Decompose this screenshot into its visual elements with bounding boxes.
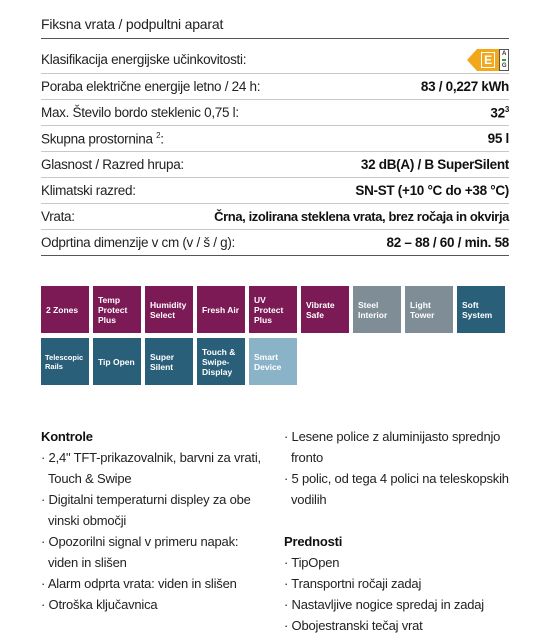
energy-scale-bottom: G [501, 62, 507, 69]
consumption-label: Poraba električne energije letno / 24 h: [41, 79, 261, 94]
title-divider [41, 38, 509, 39]
spec-row-climate [41, 178, 509, 204]
energy-class-badge [477, 49, 499, 71]
spec-row-energy-class [41, 46, 509, 74]
advantages-item: · Transportni ročaji zadaj [284, 576, 422, 591]
feature-smart-device-icon: Smart Device [249, 338, 297, 385]
advantages-title: Prednosti [284, 534, 343, 549]
energy-arrow-icon [467, 49, 477, 71]
energy-class-label: Klasifikacija energijske učinkovitosti: [41, 52, 247, 67]
feature-row-2 [41, 338, 511, 385]
controls-item: · Alarm odprta vrata: viden in slišen [41, 576, 237, 591]
feature-soft-system-icon: Soft System [457, 286, 505, 333]
feature-light-tower-icon: Light Tower [405, 286, 453, 333]
bottles-value: 32 [490, 105, 505, 121]
door-value: Črna, izolirana steklena vrata, brez ročaja in okvirja [214, 209, 509, 224]
consumption-value: 83 / 0,227 kWh [420, 79, 509, 94]
bottles-label: Max. Število bordo steklenic 0,75 l: [41, 105, 239, 120]
energy-label-icon [467, 49, 509, 71]
volume-footnote: 2 [156, 130, 161, 140]
spec-table [41, 46, 509, 256]
feature-fresh-air-icon: Fresh Air [197, 286, 245, 333]
spec-row-consumption [41, 74, 509, 100]
bottles-footnote: 3 [504, 104, 509, 114]
feature-tip-open-icon: Tip Open [93, 338, 141, 385]
energy-class-value: E [481, 52, 495, 68]
energy-scale-top: A [501, 50, 507, 57]
volume-label-suffix: : [160, 131, 164, 147]
door-label: Vrata: [41, 209, 75, 224]
feature-touch-swipe-display-icon: Touch & Swipe-Display [197, 338, 245, 385]
feature-steel-interior-icon: Steel Interior [353, 286, 401, 333]
equipment-item: · Lesene police z aluminijasto sprednjo fronto [284, 429, 501, 465]
equipment-column [284, 426, 514, 634]
volume-label: Skupna prostornina [41, 131, 153, 147]
spec-row-noise [41, 152, 509, 178]
spec-row-volume [41, 126, 509, 152]
spec-row-door [41, 204, 509, 230]
advantages-item: · Obojestranski tečaj vrat [284, 618, 423, 633]
controls-column [41, 426, 271, 615]
feature-vibrate-safe-icon: Vibrate Safe [301, 286, 349, 333]
section-title: Fiksna vrata / podpultni aparat [41, 16, 224, 32]
feature-uv-protect-plus-icon: UV Protect Plus [249, 286, 297, 333]
climate-label: Klimatski razred: [41, 183, 136, 198]
volume-value: 95 l [487, 131, 509, 146]
feature-row-1 [41, 286, 511, 333]
feature-super-silent-icon: Super Silent [145, 338, 193, 385]
controls-item: · Otroška ključavnica [41, 597, 158, 612]
feature-icons [41, 286, 511, 390]
spec-row-dimensions [41, 230, 509, 256]
volume-label-group [41, 131, 164, 147]
dimensions-value: 82 – 88 / 60 / min. 58 [386, 235, 509, 250]
feature-telescopic-rails-icon: Telescopic Rails [41, 338, 89, 385]
noise-value: 32 dB(A) / B SuperSilent [360, 157, 509, 172]
column-spacer [284, 510, 514, 531]
energy-scale-icon [499, 49, 509, 71]
energy-scale-bar [502, 59, 506, 61]
controls-item: · Opozorilni signal v primeru napak: viden in slišen [41, 534, 239, 570]
dimensions-label: Odprtina dimenzije v cm (v / š / g): [41, 235, 236, 250]
spec-row-bottles [41, 100, 509, 126]
controls-title: Kontrole [41, 429, 93, 444]
controls-item: · 2,4" TFT-prikazovalnik, barvni za vrati, Touch & Swipe [41, 450, 261, 486]
advantages-item: · TipOpen [284, 555, 340, 570]
advantages-item: · Nastavljive nogice spredaj in zadaj [284, 597, 484, 612]
noise-label: Glasnost / Razred hrupa: [41, 157, 184, 172]
climate-value: SN-ST (+10 °C do +38 °C) [355, 183, 509, 198]
feature-temp-protect-plus-icon: Temp Protect Plus [93, 286, 141, 333]
feature-2-zones-icon: 2 Zones [41, 286, 89, 333]
controls-item: · Digitalni temperaturni displey za obe vinski območji [41, 492, 251, 528]
feature-humidity-select-icon: Humidity Select [145, 286, 193, 333]
equipment-item: · 5 polic, od tega 4 polici na teleskopskih vodilih [284, 471, 509, 507]
bottles-value-group [490, 105, 509, 121]
